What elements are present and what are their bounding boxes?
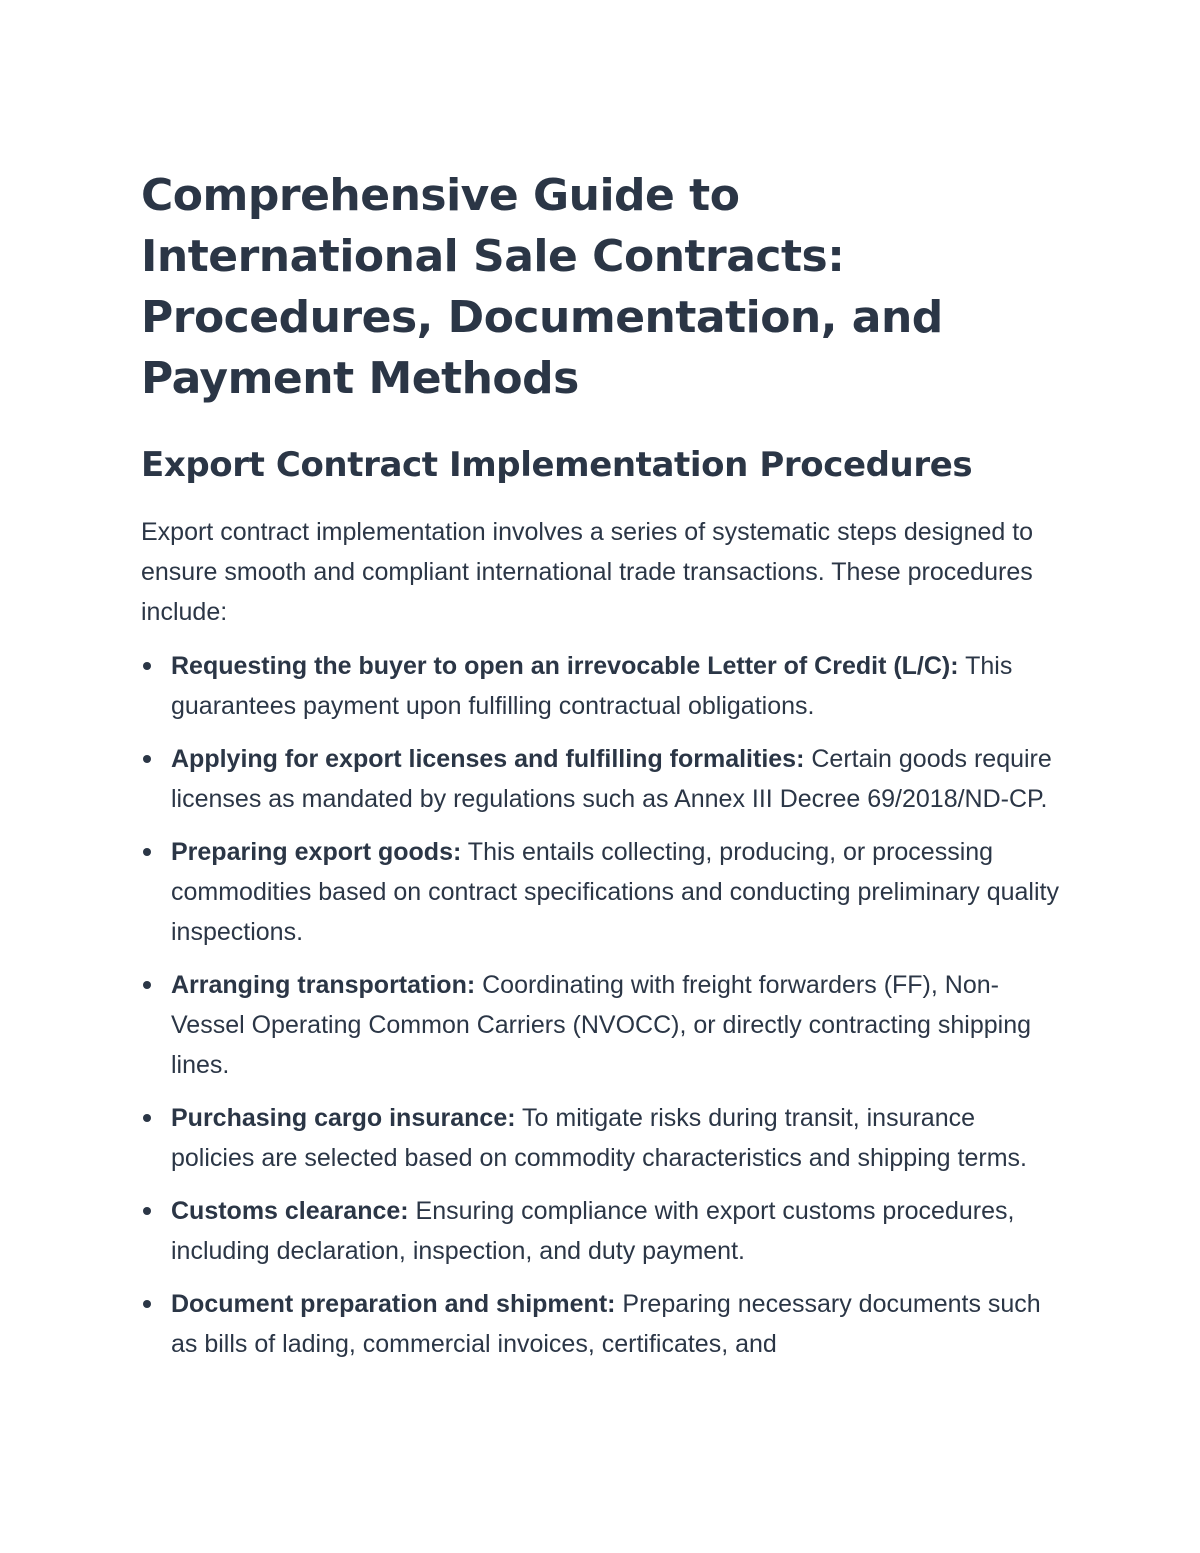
step-term: Requesting the buyer to open an irrevocable Letter of Credit (L/C): <box>171 652 959 680</box>
step-term: Applying for export licenses and fulfilling formalities: <box>171 745 805 773</box>
step-description: Certain goods require licenses as mandated by regulations such as Annex III Decree 69/2018/ND-CP. <box>171 745 1052 813</box>
list-item <box>141 646 1061 726</box>
intro-paragraph: Export contract implementation involves a series of systematic steps designed to ensure smooth and compliant international trade transactions. These procedures include: <box>141 518 1034 626</box>
bullet-icon <box>143 1114 151 1122</box>
step-description: Coordinating with freight forwarders (FF), Non-Vessel Operating Common Carriers (NVOCC), or directly contracting shipping lines. <box>171 971 1032 1079</box>
list-item <box>141 832 1061 952</box>
step-term: Preparing export goods: <box>171 838 462 866</box>
procedure-list <box>141 646 1061 1364</box>
step-description: Ensuring compliance with export customs procedures, including declaration, inspection, and duty payment. <box>171 1197 1015 1265</box>
document-page <box>141 165 1061 1377</box>
bullet-icon <box>143 755 151 763</box>
step-description: This guarantees payment upon fulfilling contractual obligations. <box>171 652 1013 720</box>
document-title: Comprehensive Guide to International Sale Contracts: Procedures, Documentation, and Payment Methods <box>141 170 943 404</box>
step-description: Preparing necessary documents such as bills of lading, commercial invoices, certificates, and <box>171 1290 1041 1358</box>
bullet-icon <box>143 1300 151 1308</box>
step-term: Arranging transportation: <box>171 971 476 999</box>
bullet-icon <box>143 981 151 989</box>
step-description: This entails collecting, producing, or processing commodities based on contract specifications and conducting preliminary quality inspections. <box>171 838 1059 946</box>
step-term: Customs clearance: <box>171 1197 409 1225</box>
step-term: Purchasing cargo insurance: <box>171 1104 516 1132</box>
list-item <box>141 1098 1061 1178</box>
bullet-icon <box>143 662 151 670</box>
bullet-icon <box>143 848 151 856</box>
section-heading: Export Contract Implementation Procedures <box>141 445 973 485</box>
list-item <box>141 1284 1061 1364</box>
step-term: Document preparation and shipment: <box>171 1290 616 1318</box>
bullet-icon <box>143 1207 151 1215</box>
step-description: To mitigate risks during transit, insurance policies are selected based on commodity characteristics and shipping terms. <box>171 1104 1027 1172</box>
list-item <box>141 965 1061 1085</box>
list-item <box>141 739 1061 819</box>
list-item <box>141 1191 1061 1271</box>
